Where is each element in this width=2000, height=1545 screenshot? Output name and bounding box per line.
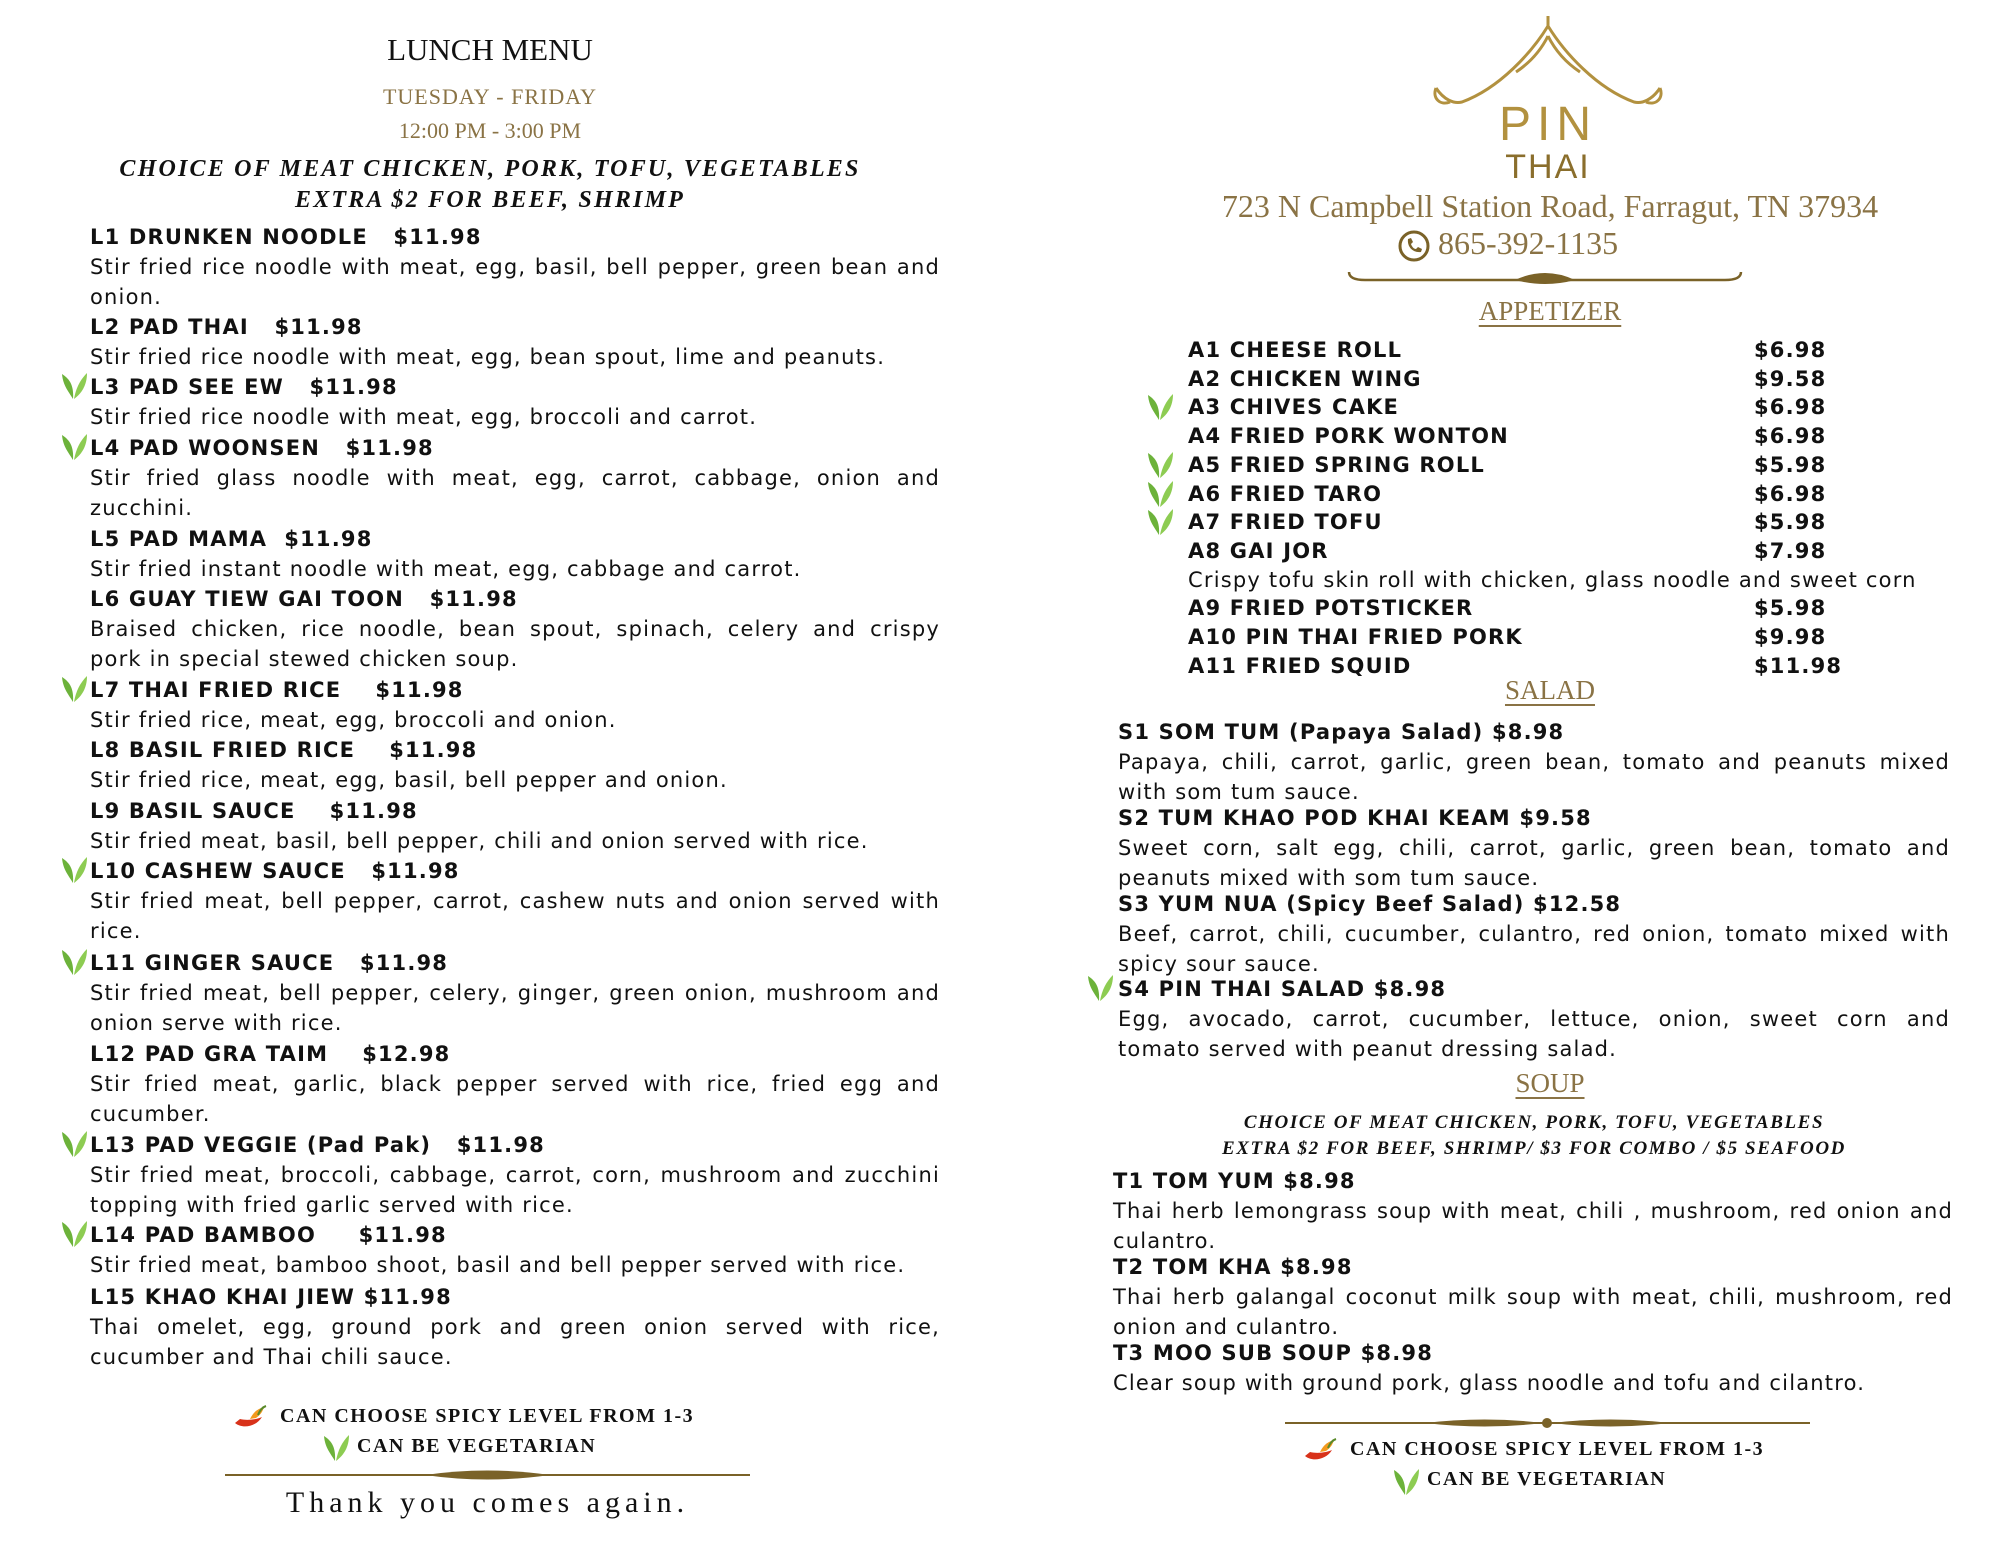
leaf-icon	[322, 1432, 350, 1462]
appetizer-name: A8 GAI JOR	[1188, 538, 1329, 563]
brand-divider	[1345, 268, 1745, 288]
lunch-choice-line-2: EXTRA $2 FOR BEEF, SHRIMP	[294, 187, 685, 213]
lunch-choice-line-1: CHOICE OF MEAT CHICKEN, PORK, TOFU, VEGETABLES	[119, 156, 861, 182]
appetizer-list	[1188, 336, 1917, 678]
appetizer-row	[1188, 451, 1868, 479]
chili-icon	[1302, 1438, 1338, 1464]
menu-item	[90, 948, 940, 1038]
appetizer-price: $11.98	[1754, 653, 1843, 678]
leaf-icon	[1146, 506, 1174, 536]
leaf-icon	[1146, 478, 1174, 508]
menu-item	[90, 372, 940, 432]
leaf-icon	[1392, 1466, 1420, 1496]
item-description: Stir fried rice noodle with meat, egg, basil, bell pepper, green bean and onion.	[90, 255, 940, 309]
item-description: Beef, carrot, chili, cucumber, culantro, red onion, tomato mixed with spicy sour sauce.	[1118, 922, 1950, 976]
appetizer-heading: APPETIZER	[1478, 296, 1622, 326]
item-name: L2 PAD THAI $11.98	[90, 315, 363, 339]
phone-icon	[1398, 230, 1430, 262]
item-name: L6 GUAY TIEW GAI TOON $11.98	[90, 587, 518, 611]
soup-note-spicy: CAN CHOOSE SPICY LEVEL FROM 1-3	[1350, 1438, 1765, 1460]
item-name: L13 PAD VEGGIE (Pad Pak) $11.98	[90, 1133, 545, 1157]
item-name: S2 TUM KHAO POD KHAI KEAM $9.58	[1118, 806, 1592, 830]
menu-item	[1118, 717, 1950, 807]
appetizer-row	[1188, 623, 1868, 651]
ornament-divider	[225, 1468, 750, 1482]
item-name: L11 GINGER SAUCE $11.98	[90, 951, 449, 975]
appetizer-price: $6.98	[1754, 395, 1827, 420]
menu-item	[90, 433, 940, 523]
appetizer-a8-description: Crispy tofu skin roll with chicken, glass noodle and sweet corn	[1188, 567, 1917, 592]
menu-item	[90, 796, 940, 856]
item-name: L3 PAD SEE EW $11.98	[90, 375, 398, 399]
soup-list	[1113, 1166, 1953, 1406]
menu-item	[90, 524, 940, 584]
salad-list	[1118, 717, 1950, 1067]
logo-text-thai: THAI	[1505, 148, 1591, 182]
item-name: S3 YUM NUA (Spicy Beef Salad) $12.58	[1118, 892, 1622, 916]
leaf-icon	[1146, 449, 1174, 479]
lunch-list	[90, 222, 940, 1402]
appetizer-price: $9.98	[1754, 625, 1827, 649]
appetizer-row	[1188, 480, 1868, 508]
appetizer-price: $6.98	[1754, 424, 1827, 449]
soup-note-vegetarian: CAN BE VEGETARIAN	[1427, 1468, 1667, 1490]
appetizer-name: A1 CHEESE ROLL	[1188, 338, 1403, 362]
item-description: Stir fried meat, bell pepper, carrot, cashew nuts and onion served with rice.	[90, 889, 940, 943]
appetizer-price: $5.98	[1754, 510, 1827, 535]
appetizer-name: A4 FRIED PORK WONTON	[1188, 424, 1509, 449]
appetizer-name: A6 FRIED TARO	[1188, 481, 1383, 506]
item-description: Thai herb lemongrass soup with meat, chili , mushroom, red onion and culantro.	[1113, 1199, 1953, 1253]
appetizer-name: A3 CHIVES CAKE	[1188, 395, 1400, 420]
menu-item	[90, 1282, 940, 1372]
item-description: Stir fried glass noodle with meat, egg, carrot, cabbage, onion and zucchini.	[90, 466, 940, 520]
lunch-days: TUESDAY - FRIDAY	[382, 84, 598, 109]
menu-item	[90, 735, 940, 795]
leaf-icon	[60, 854, 88, 884]
menu-item	[90, 1039, 940, 1129]
leaf-icon	[60, 431, 88, 461]
leaf-icon	[1146, 391, 1174, 421]
item-description: Stir fried rice noodle with meat, egg, bean spout, lime and peanuts.	[90, 345, 886, 369]
chili-icon	[232, 1405, 268, 1431]
menu-item	[90, 1220, 940, 1280]
menu-item	[90, 675, 940, 735]
item-name: L1 DRUNKEN NOODLE $11.98	[90, 225, 482, 249]
lunch-note-vegetarian: CAN BE VEGETARIAN	[357, 1435, 597, 1457]
item-description: Stir fried meat, bell pepper, celery, ginger, green onion, mushroom and onion serve with rice.	[90, 981, 940, 1035]
menu-item	[90, 1130, 940, 1220]
item-name: T1 TOM YUM $8.98	[1113, 1169, 1356, 1193]
item-name: S1 SOM TUM (Papaya Salad) $8.98	[1118, 720, 1565, 744]
menu-item	[90, 584, 940, 674]
appetizer-row	[1188, 393, 1868, 421]
item-name: L14 PAD BAMBOO $11.98	[90, 1223, 447, 1247]
item-description: Stir fried meat, basil, bell pepper, chili and onion served with rice.	[90, 829, 869, 853]
item-name: L12 PAD GRA TAIM $12.98	[90, 1042, 451, 1066]
item-description: Thai herb galangal coconut milk soup with meat, chili, mushroom, red onion and culantro.	[1113, 1285, 1953, 1339]
item-description: Stir fried instant noodle with meat, egg, cabbage and carrot.	[90, 557, 802, 581]
leaf-icon	[60, 1128, 88, 1158]
item-name: L8 BASIL FRIED RICE $11.98	[90, 738, 478, 762]
appetizer-row	[1188, 594, 1868, 622]
item-name: L7 THAI FRIED RICE $11.98	[90, 678, 464, 702]
item-name: L5 PAD MAMA $11.98	[90, 527, 373, 551]
menu-item	[1118, 974, 1950, 1064]
leaf-icon	[60, 370, 88, 400]
item-name: L9 BASIL SAUCE $11.98	[90, 799, 418, 823]
appetizer-price: $5.98	[1754, 452, 1827, 477]
appetizer-row	[1188, 336, 1868, 364]
appetizer-name: A2 CHICKEN WING	[1188, 366, 1422, 391]
menu-item	[90, 856, 940, 946]
appetizer-price: $6.98	[1754, 481, 1827, 506]
appetizer-row	[1188, 537, 1868, 565]
soup-heading: SOUP	[1515, 1068, 1585, 1098]
item-description: Papaya, chili, carrot, garlic, green bean, tomato and peanuts mixed with som tum sauce.	[1118, 750, 1950, 804]
appetizer-name: A5 FRIED SPRING ROLL	[1188, 452, 1485, 477]
thank-you-text: Thank you comes again.	[285, 1486, 690, 1519]
item-description: Stir fried rice, meat, egg, broccoli and onion.	[90, 708, 617, 732]
leaf-icon	[60, 1218, 88, 1248]
soup-choice-line-1: CHOICE OF MEAT CHICKEN, PORK, TOFU, VEGETABLES	[1243, 1112, 1825, 1133]
appetizer-row	[1188, 365, 1868, 393]
lunch-hours: 12:00 PM - 3:00 PM	[398, 118, 582, 143]
appetizer-price: $6.98	[1754, 338, 1827, 362]
item-name: T2 TOM KHA $8.98	[1113, 1255, 1353, 1279]
menu-item	[90, 312, 940, 372]
item-description: Clear soup with ground pork, glass noodle and tofu and cilantro.	[1113, 1371, 1866, 1395]
lunch-note-spicy: CAN CHOOSE SPICY LEVEL FROM 1-3	[280, 1405, 695, 1427]
menu-item	[1113, 1338, 1953, 1398]
logo-text-pin: PIN	[1498, 98, 1598, 151]
salad-heading: SALAD	[1504, 675, 1595, 705]
appetizer-name: A9 FRIED POTSTICKER	[1188, 596, 1474, 621]
leaf-icon	[1086, 972, 1114, 1002]
item-description: Stir fried rice noodle with meat, egg, broccoli and carrot.	[90, 405, 758, 429]
appetizer-row	[1188, 508, 1868, 536]
pin-thai-logo	[1428, 12, 1668, 182]
item-name: L15 KHAO KHAI JIEW $11.98	[90, 1285, 452, 1309]
lunch-title: LUNCH MENU	[387, 32, 593, 67]
menu-item	[1118, 889, 1950, 979]
item-description: Stir fried rice, meat, egg, basil, bell pepper and onion.	[90, 768, 728, 792]
appetizer-name: A7 FRIED TOFU	[1188, 510, 1383, 535]
item-description: Sweet corn, salt egg, chili, carrot, garlic, green bean, tomato and peanuts mixed with som tum sauce.	[1118, 836, 1950, 890]
item-description: Stir fried meat, broccoli, cabbage, carrot, corn, mushroom and zucchini topping with fried garlic served with rice.	[90, 1163, 940, 1217]
menu-item	[1113, 1252, 1953, 1342]
appetizer-row	[1188, 422, 1868, 450]
item-description: Stir fried meat, garlic, black pepper served with rice, fried egg and cucumber.	[90, 1072, 940, 1126]
item-name: L10 CASHEW SAUCE $11.98	[90, 859, 460, 883]
leaf-icon	[60, 673, 88, 703]
address: 723 N Campbell Station Road, Farragut, TN 37934	[1221, 188, 1879, 224]
menu-item	[1118, 803, 1950, 893]
appetizer-name: A10 PIN THAI FRIED PORK	[1188, 625, 1523, 649]
appetizer-price: $5.98	[1754, 596, 1827, 621]
item-name: T3 MOO SUB SOUP $8.98	[1113, 1341, 1434, 1365]
item-description: Stir fried meat, bamboo shoot, basil and bell pepper served with rice.	[90, 1253, 906, 1277]
item-description: Egg, avocado, carrot, cucumber, lettuce, onion, sweet corn and tomato served with peanut dressing salad.	[1118, 1007, 1950, 1061]
menu-item	[90, 222, 940, 312]
item-description: Thai omelet, egg, ground pork and green onion served with rice, cucumber and Thai chili sauce.	[90, 1315, 940, 1369]
menu-item	[1113, 1166, 1953, 1256]
item-name: S4 PIN THAI SALAD $8.98	[1118, 977, 1447, 1001]
appetizer-price: $7.98	[1754, 538, 1827, 563]
ornament-divider-right	[1285, 1414, 1810, 1432]
phone-number: 865-392-1135	[1438, 225, 1619, 261]
leaf-icon	[60, 946, 88, 976]
item-name: L4 PAD WOONSEN $11.98	[90, 436, 434, 460]
appetizer-name: A11 FRIED SQUID	[1188, 653, 1412, 678]
appetizer-price: $9.58	[1754, 366, 1827, 391]
soup-choice-line-2: EXTRA $2 FOR BEEF, SHRIMP/ $3 FOR COMBO / $5 SEAFOOD	[1222, 1138, 1846, 1159]
item-description: Braised chicken, rice noodle, bean spout, spinach, celery and crispy pork in special stewed chicken soup.	[90, 617, 940, 671]
